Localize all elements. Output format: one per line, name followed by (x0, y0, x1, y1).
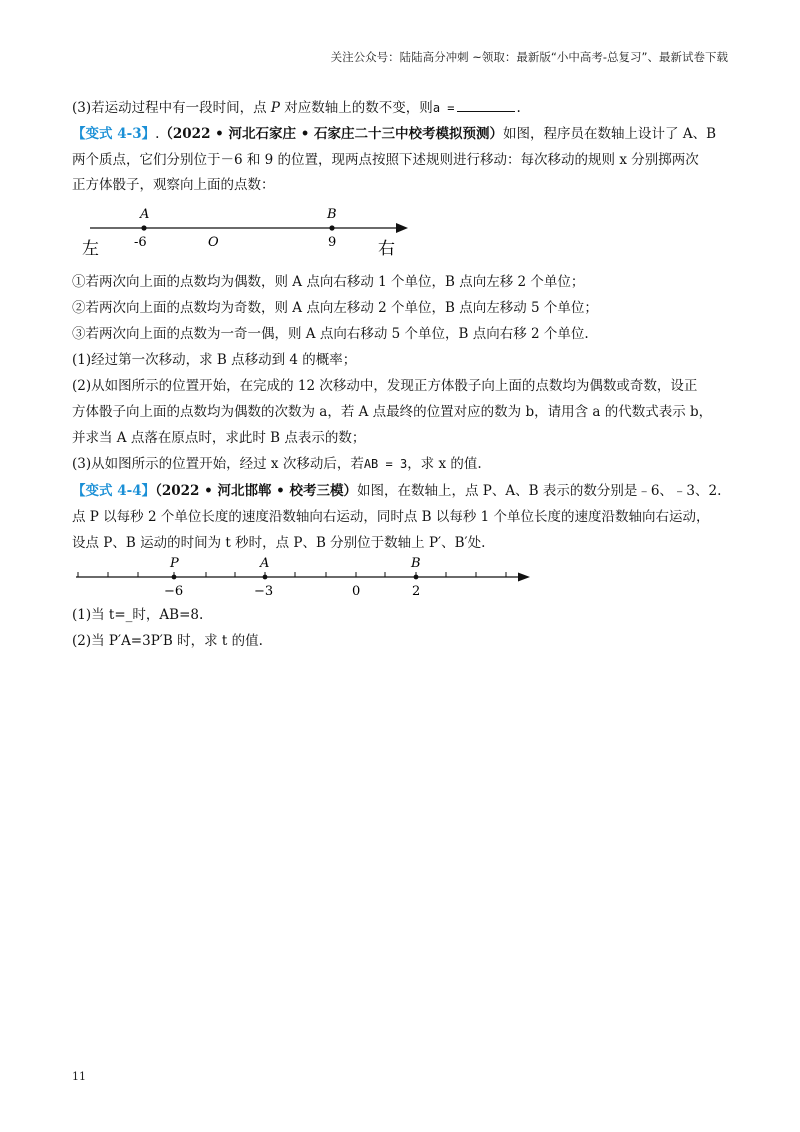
point-b2-value: 2 (412, 584, 421, 599)
q43-intro-1: 如图，程序员在数轴上设计了 A、B (503, 126, 716, 142)
point-p-dot (172, 575, 177, 580)
point-b2-dot (414, 575, 419, 580)
q44-source: （2022 • 河北邯郸 • 校考三模） (155, 483, 357, 499)
q43-dot: . (155, 126, 160, 142)
q44-header-line (72, 482, 721, 500)
point-a-letter: A (140, 207, 150, 222)
q43-part-2-line-1: (2)从如图所示的位置开始，在完成的 12 次移动中，发现正方体骰子向上面的点数均为偶数或奇数，设正 (72, 378, 698, 394)
q43-intro-3: 正方体骰子，观察向上面的点数： (72, 177, 275, 193)
point-p-letter: P (170, 556, 179, 571)
point-a-dot (141, 225, 146, 230)
origin-label: O (208, 235, 219, 250)
q44-intro-1: 如图，在数轴上，点 P、A、B 表示的数分别是﹣6、﹣3、2. (356, 483, 722, 499)
q43-rule-3: ③若两次向上面的点数为一奇一偶，则 A 点向右移动 5 个单位，B 点向右移 2 个单位. (72, 326, 589, 342)
point-b-value: 9 (328, 235, 337, 250)
page-header: 关注公众号：陆陆高分冲刺 ~领取：最新版“小中高考-总复习”、最新试卷下载 (330, 50, 728, 64)
point-p-value: −6 (164, 584, 184, 599)
q43-part3-prefix: (3)从如图所示的位置开始，经过 x 次移动后，若 (72, 456, 364, 472)
zero-label: 0 (352, 584, 361, 599)
q43-part-3 (72, 455, 482, 473)
q43-part3-suffix: ，求 x 的值. (407, 456, 482, 472)
q43-part-2-line-3: 并求当 A 点落在原点时，求此时 B 点表示的数； (72, 430, 366, 446)
q43-part-2-line-2: 方体骰子向上面的点数均为偶数的次数为 a，若 A 点最终的位置对应的数为 b，请用含 a 的代数式表示 b， (72, 404, 713, 420)
right-word: 右 (378, 239, 395, 259)
point-a-value: -6 (134, 235, 147, 250)
q44-number-line (72, 553, 542, 601)
q43-intro-2: 两个质点，它们分别位于－6 和 9 的位置，现两点按照下述规则进行移动：每次移动的规则 x 分别掷两次 (72, 152, 699, 168)
q44-intro-3: 设点 P、B 运动的时间为 t 秒时，点 P、B 分别位于数轴上 P′、B′处. (72, 535, 486, 551)
answer-blank[interactable] (457, 99, 515, 112)
q44-part-1: (1)当 t=_时，AB=8. (72, 607, 204, 623)
q43-source: （2022 • 河北石家庄 • 石家庄二十三中校考模拟预测） (159, 126, 504, 142)
prev-question-part3 (72, 99, 521, 117)
prev-part3-prefix: (3)若运动过程中有一段时间，点 (72, 100, 271, 116)
q43-rule-2: ②若两次向上面的点数均为奇数，则 A 点向左移动 2 个单位，B 点向左移动 5 个单位； (72, 300, 598, 316)
point-b-letter: B (327, 207, 337, 222)
prev-part3-math: a = (432, 101, 455, 115)
q43-part3-math: AB = 3 (363, 457, 408, 471)
point-b2-letter: B (411, 556, 421, 571)
point-a2-dot (263, 575, 268, 580)
left-word: 左 (82, 239, 99, 259)
q43-header-line (72, 125, 716, 143)
point-a2-value: −3 (254, 584, 274, 599)
prev-part3-mid: 对应数轴上的数不变，则 (280, 100, 433, 116)
q44-intro-2: 点 P 以每秒 2 个单位长度的速度沿数轴向右运动，同时点 B 以每秒 1 个单位长度的速度沿数轴向右运动， (72, 509, 710, 525)
prev-part3-var: P (270, 100, 281, 116)
q43-rule-1: ①若两次向上面的点数均为偶数，则 A 点向右移动 1 个单位，B 点向左移 2 个单位； (72, 274, 585, 290)
question-content (72, 0, 728, 1060)
point-a2-letter: A (260, 556, 270, 571)
q44-tag: 【变式 4-4】 (72, 483, 156, 499)
q44-part-2: (2)当 P′A=3P′B 时，求 t 的值. (72, 633, 263, 649)
q43-number-line (82, 200, 422, 262)
prev-part3-end: . (516, 100, 521, 116)
q43-tag: 【变式 4-3】 (72, 126, 156, 142)
page-number: 11 (72, 1070, 86, 1083)
tick-marks (78, 572, 506, 577)
point-b-dot (329, 225, 334, 230)
q43-part-1: (1)经过第一次移动，求 B 点移动到 4 的概率； (72, 352, 357, 368)
